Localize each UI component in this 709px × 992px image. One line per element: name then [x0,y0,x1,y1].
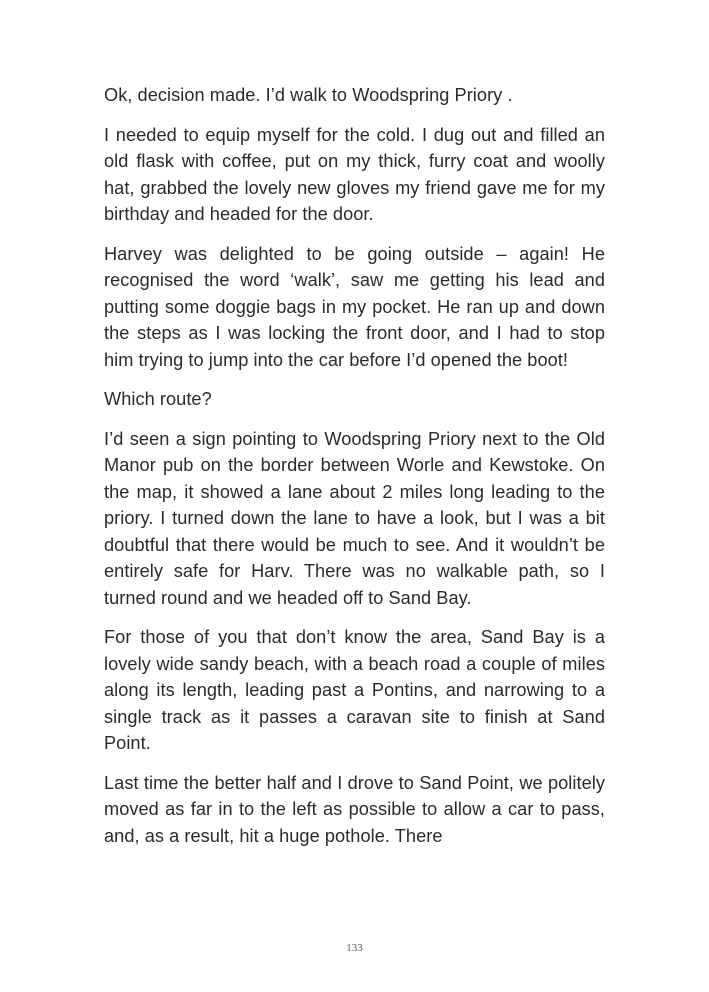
paragraph-equip: I needed to equip myself for the cold. I dug out and filled an old flask with coffee, put on my thick, furry coat and woolly hat, grabbed the lovely new gloves my friend gave me for my birthday and headed for the door. [104,124,605,224]
paragraph-last-time: Last time the better half and I drove to Sand Point, we politely moved as far in to the left as possible to allow a car to pass, and, as a result, hit a huge pothole. There [104,772,605,846]
paragraph-decision: Ok, decision made. I’d walk to Woodspring Priory . [104,85,513,105]
paragraph-which-route: Which route? [104,389,212,409]
paragraph-sand-bay: For those of you that don’t know the area, Sand Bay is a lovely wide sandy beach, with a beach road a couple of miles along its length, leading past a Pontins, and narrowing to a single track as it passes a caravan site to finish at Sand Point. [104,627,605,753]
paragraph-harvey: Harvey was delighted to be going outside – again! He recognised the word ‘walk’, saw me getting his lead and putting some doggie bags in my pocket. He ran up and down the steps as I was locking the front door, and I had to stop him trying to jump into the car before I’d opened the boot! [104,243,605,370]
paragraph-sign: I’d seen a sign pointing to Woodspring Priory next to the Old Manor pub on the border between Worle and Kewstoke. On the map, it showed a lane about 2 miles long leading to the priory. I turned down the lane to have a look, but I was a bit doubtful that there would be much to see. And it wouldn’t be entirely safe for Harv. There was no walkable path, so I turned round and we headed off to Sand Bay. [104,428,605,608]
page-number: 133 [346,942,363,954]
page-body [104,82,605,862]
